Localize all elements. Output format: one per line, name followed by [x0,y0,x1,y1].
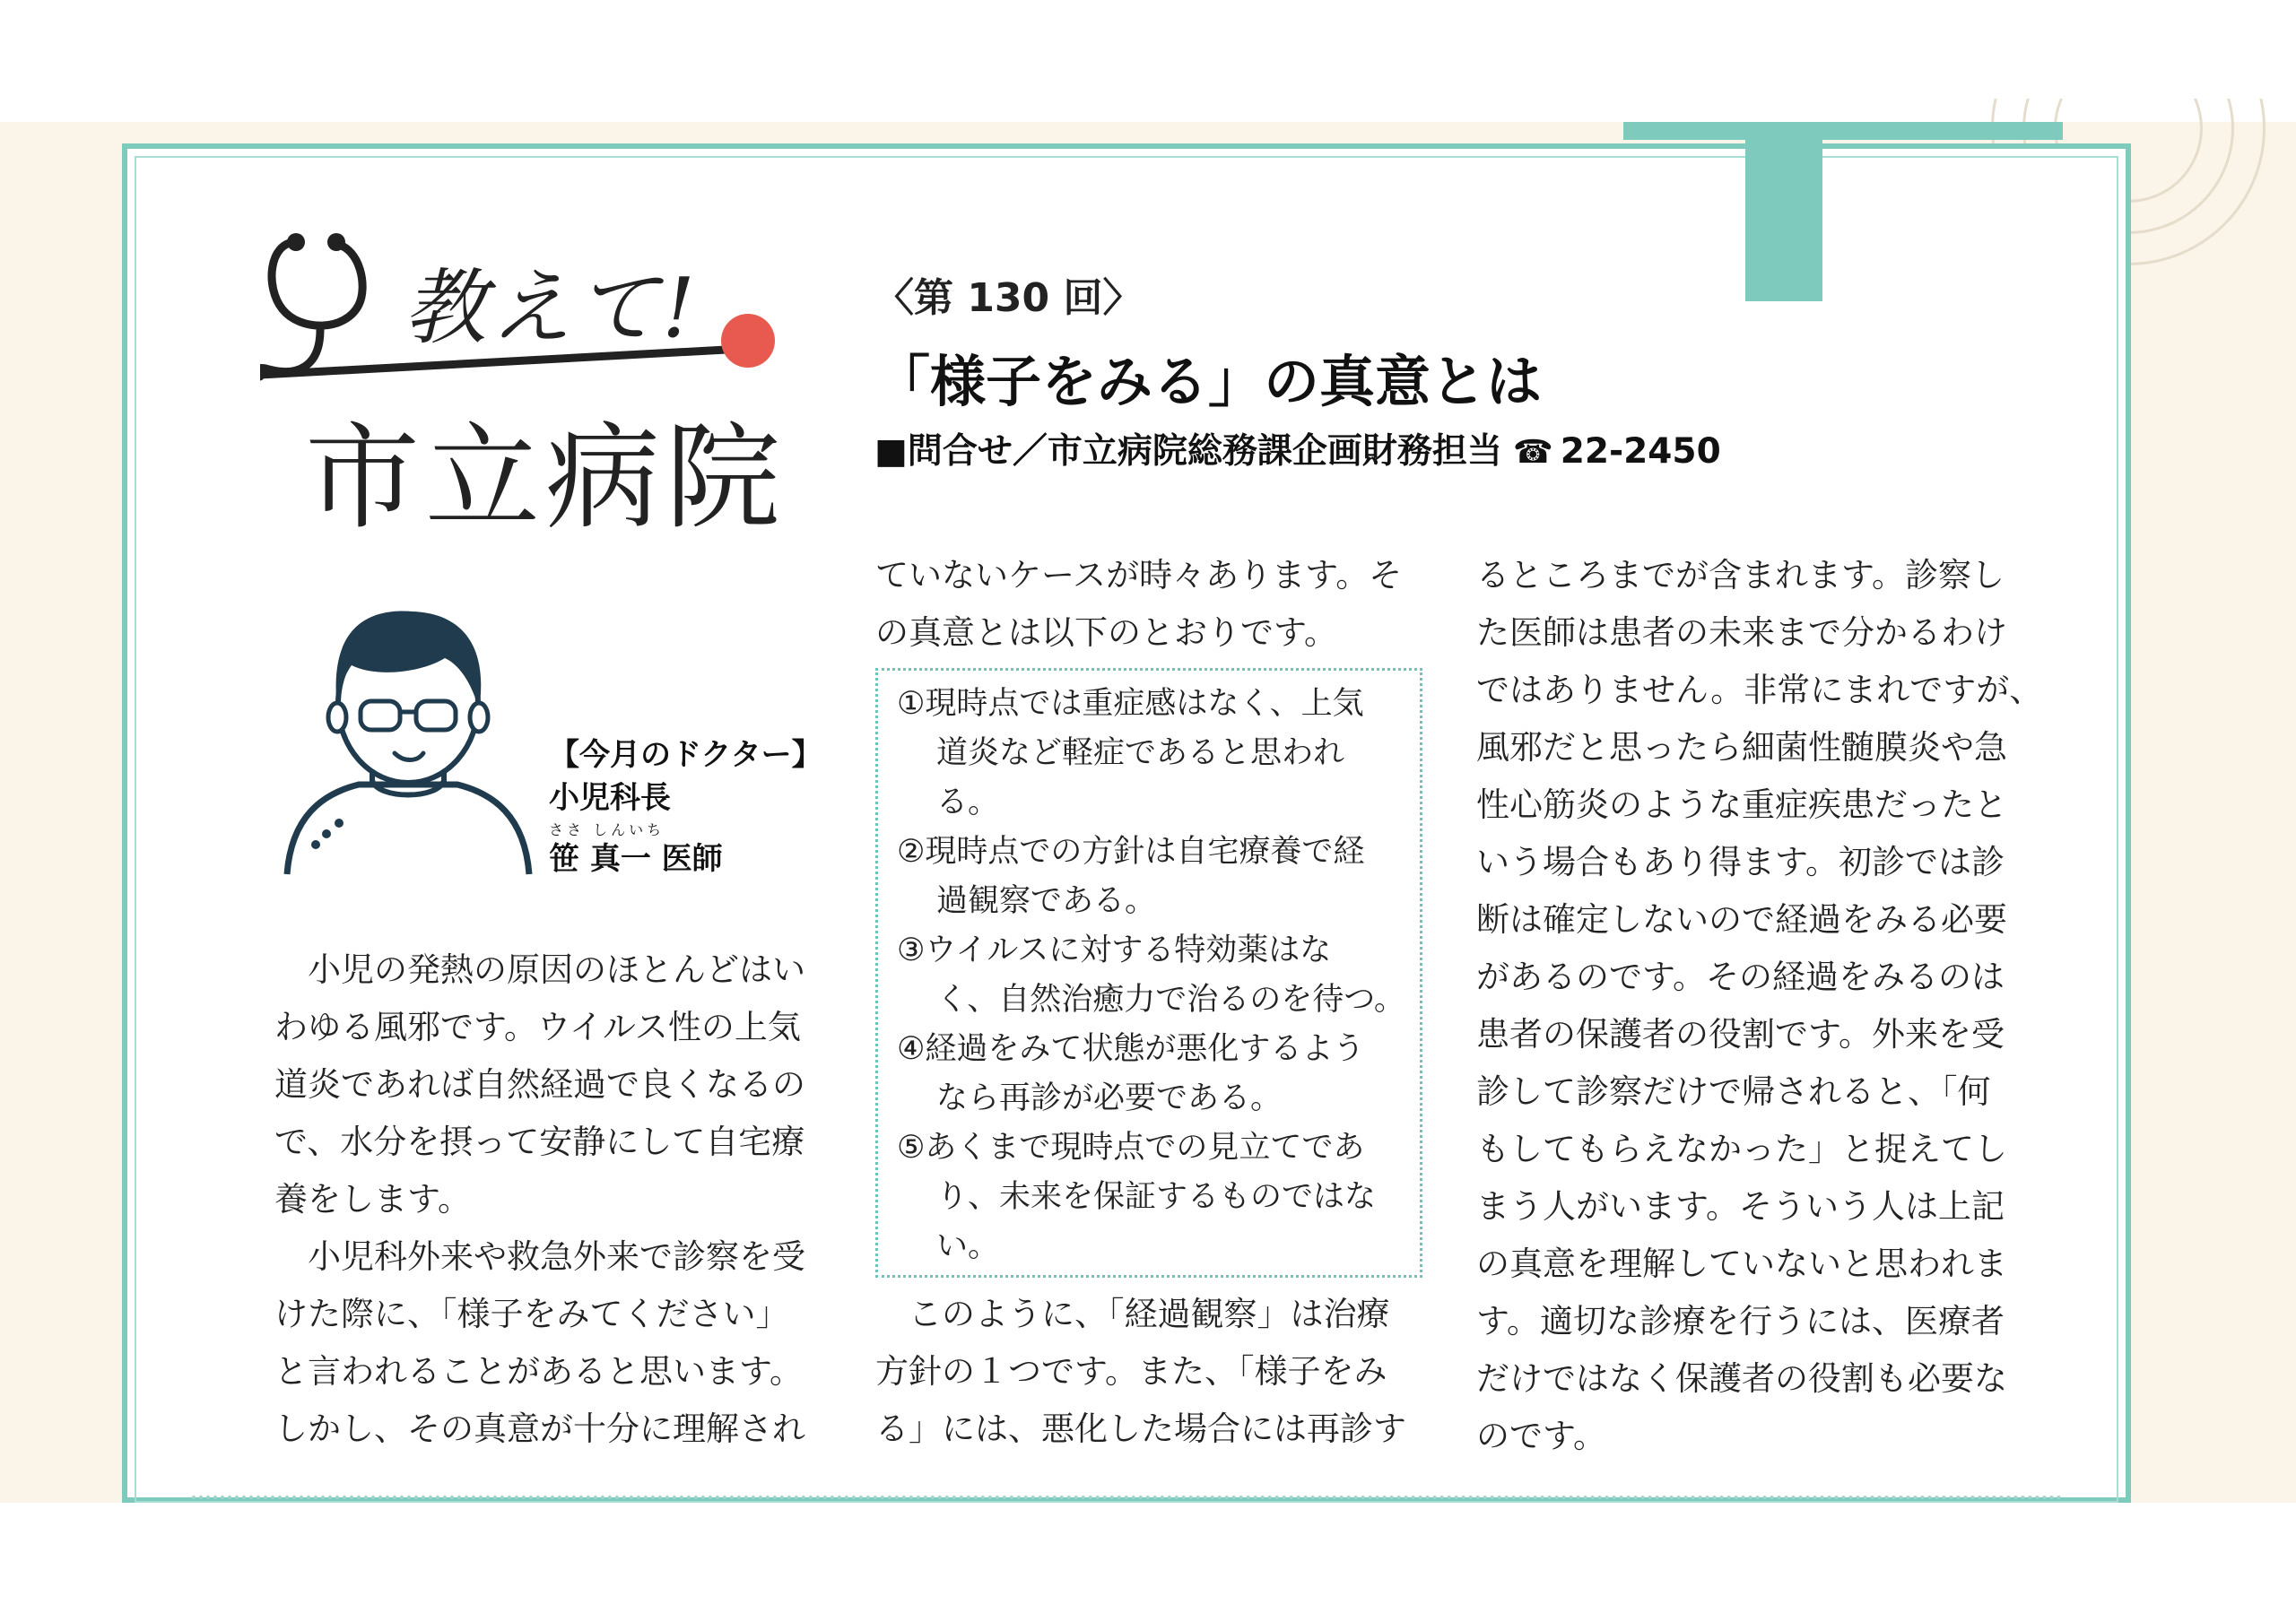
point-line: 過観察である。 [936,883,1157,919]
footer-divider [192,1496,2063,1499]
doctor-illustration [269,592,547,879]
point-line: ①現時点では重症感はなく、上気 [897,686,1364,722]
text-line: す。適切な診療を行うには、医療者 [1476,1302,2005,1340]
point-line: 道炎など軽症であると思われ [936,735,1345,771]
issue-number: 〈第 130 回〉 [874,275,1143,321]
text-line: 患者の保護者の役割です。外来を受 [1476,1015,2005,1054]
point-line: ②現時点での方針は自宅療養で経 [897,834,1365,870]
text-line: わゆる風邪です。ウイルス性の上気 [274,1008,801,1046]
text-line: た医師は患者の未来まで分かるわけ [1476,613,2007,652]
text-line: の真意を理解していないと思われま [1476,1245,2007,1283]
decorative-tab-drop [1745,122,1822,301]
point-line: ⑤あくまで現時点での見立てであ [897,1130,1365,1166]
text-line: このように、「経過観察」は治療 [909,1295,1390,1333]
point-line: ④経過をみて状態が悪化するよう [897,1031,1365,1067]
point-line: い。 [936,1228,1000,1264]
decorative-tab-top [1623,122,2063,140]
text-line: 風邪だと思ったら細菌性髄膜炎や急 [1476,728,2007,767]
column-right [1476,547,2043,1465]
text-line: もしてもらえなかった」と捉えてし [1476,1130,2007,1168]
text-line: るところまでが含まれます。診察し [1476,556,2005,594]
logo-subtitle: 教えて! [404,260,699,356]
column-left [274,941,831,1458]
doctor-name: 笹 真一 医師 [549,841,723,877]
logo-title: 市立病院 [305,412,787,545]
text-line: 診して診察だけで帰されると、「何 [1476,1072,1991,1111]
text-line: まう人がいます。そういう人は上記 [1476,1187,2005,1226]
text-line: る」には、悪化した場合には再診す [875,1409,1406,1448]
point-line: る。 [936,785,1000,820]
contact-line [874,423,1721,473]
doctor-name-ruby: ささ しんいち [549,821,665,838]
text-line: 養をします。 [274,1180,472,1219]
phone-icon: ☎ [1512,434,1553,471]
article-title: 「様子をみる」の真意とは [874,349,1543,414]
contact-phone[interactable]: 22-2450 [1560,431,1721,472]
doctor-position: 小児科長 [549,780,671,816]
text-line: いう場合もあり得ます。初診では診 [1476,843,2005,881]
point-line: り、未来を保証するものではな [936,1179,1377,1215]
text-line: ではありません。非常にまれですが、 [1476,671,2043,709]
text-line: 小児の発熱の原因のほとんどはい [308,950,805,989]
text-line: 性心筋炎のような重症疾患だったと [1476,785,2007,824]
text-line: 道炎であれば自然経過で良くなるの [274,1065,805,1104]
point-line: なら再診が必要である。 [936,1080,1283,1116]
text-line: と言われることがあると思います。 [274,1352,804,1391]
series-logo [260,224,798,545]
text-line: 断は確定しないので経過をみる必要 [1476,900,2007,939]
contact-label: ■問合せ／市立病院総務課企画財務担当 [874,431,1502,472]
text-line: しかし、その真意が十分に理解され [274,1409,805,1448]
text-line: だけではなく保護者の役割も必要な [1476,1359,2007,1398]
text-line: があるのです。その経過をみるのは [1476,958,2005,996]
point-line: ③ウイルスに対する特効薬はな [897,932,1332,968]
column-middle-outro [875,1286,1431,1458]
text-line: けた際に、「様子をみてください」 [274,1295,789,1333]
doctor-label: 【今月のドクター】 [549,737,822,773]
text-line: 方針の１つです。また、「様子をみ [875,1352,1387,1391]
points-list [897,680,1417,1271]
text-line: 小児科外来や救急外来で診察を受 [308,1237,805,1276]
text-line: のです。 [1476,1417,1607,1455]
column-middle [875,547,1431,662]
text-line: の真意とは以下のとおりです。 [875,613,1338,652]
text-line: ていないケースが時々あります。そ [875,556,1403,594]
text-line: で、水分を摂って安静にして自宅療 [274,1123,805,1161]
doctor-info [549,733,822,880]
point-line: く、自然治癒力で治るのを待つ。 [936,982,1405,1018]
